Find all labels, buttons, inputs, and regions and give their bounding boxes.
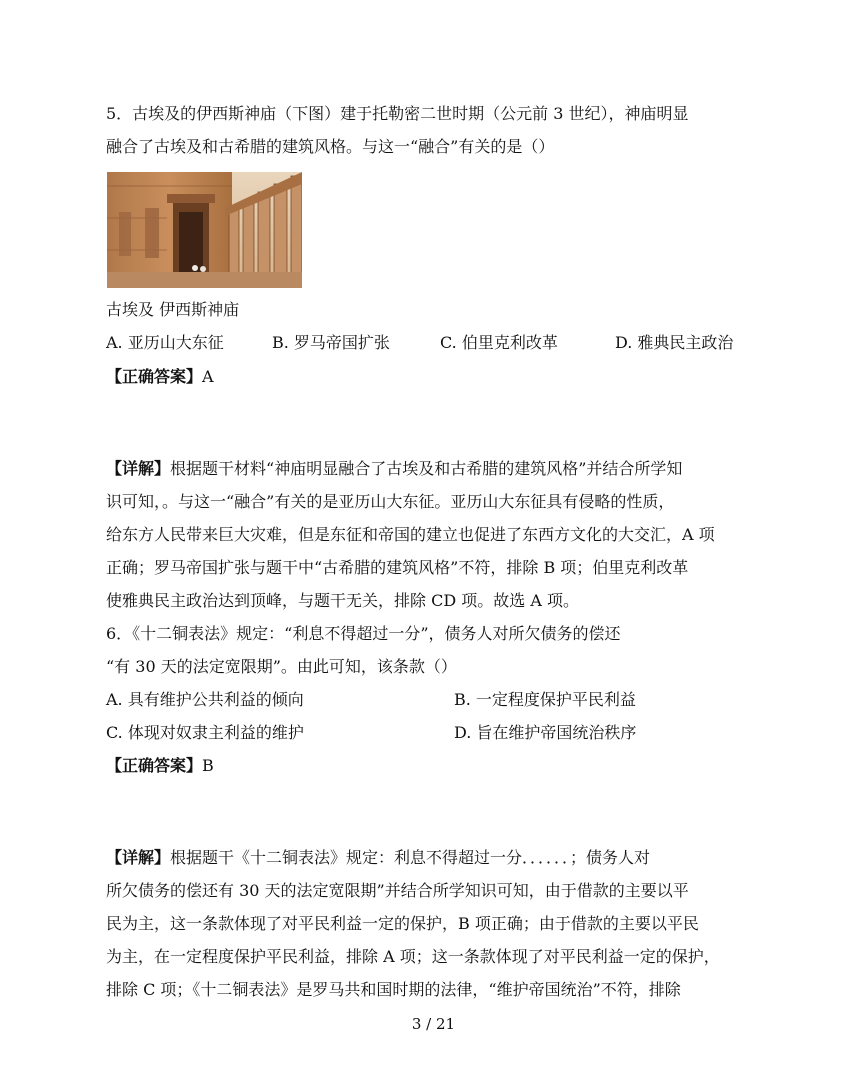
q6-explain-line5: 排除 C 项；《十二铜表法》是罗马共和国时期的法律，“维护帝国统治”不符，排除	[106, 980, 681, 999]
temple-photo	[107, 172, 302, 288]
q6-option-a: A. 具有维护公共利益的倾向	[106, 690, 304, 709]
q5-option-c: C. 伯里克利改革	[440, 333, 558, 352]
answer-value: A	[202, 367, 214, 386]
q5-explain-line4: 正确；罗马帝国扩张与题干中“古希腊的建筑风格”不符，排除 B 项；伯里克利改革	[106, 558, 689, 577]
q6-explain-line1	[106, 847, 650, 869]
q6-explain-line2: 所欠债务的偿还有 30 天的法定宽限期”并结合所学知识可知，由于借款的主要以平	[106, 881, 689, 900]
q6-stem-line2: “有 30 天的法定宽限期”。由此可知，该条款（）	[106, 657, 457, 676]
explain-label: 【详解】	[106, 459, 171, 478]
q5-explain-line2: 识可知，。与这一“融合”有关的是亚历山大东征。亚历山大东征具有侵略的性质，	[106, 492, 675, 511]
q5-option-b: B. 罗马帝国扩张	[272, 333, 390, 352]
q5-explain-line3: 给东方人民带来巨大灾难，但是东征和帝国的建立也促进了东西方文化的大交汇，A 项	[106, 525, 715, 544]
explain-label: 【详解】	[106, 848, 171, 867]
answer-label: 【正确答案】	[106, 367, 203, 386]
q5-explain-line5: 使雅典民主政治达到顶峰，与题干无关，排除 CD 项。故选 A 项。	[106, 591, 579, 610]
q5-option-d: D. 雅典民主政治	[615, 333, 734, 352]
q6-option-d: D. 旨在维护帝国统治秩序	[454, 723, 637, 742]
q6-answer	[106, 755, 214, 777]
explain-text: 根据题干材料“神庙明显融合了古埃及和古希腊的建筑风格”并结合所学知	[170, 459, 683, 478]
q5-answer	[106, 366, 214, 388]
answer-value: B	[202, 756, 214, 775]
q5-image-caption: 古埃及 伊西斯神庙	[106, 300, 240, 319]
q5-option-a: A. 亚历山大东征	[106, 333, 224, 352]
q5-stem-line2: 融合了古埃及和古希腊的建筑风格。与这一“融合”有关的是（）	[106, 137, 555, 156]
q6-option-c: C. 体现对奴隶主利益的维护	[106, 723, 304, 742]
q5-explain-line1	[106, 458, 682, 480]
page-number: 3 / 21	[411, 1015, 456, 1033]
q5-stem-line1: 5．古埃及的伊西斯神庙（下图）建于托勒密二世时期（公元前 3 世纪），神庙明显	[106, 104, 689, 123]
q6-option-b: B. 一定程度保护平民利益	[454, 690, 636, 709]
q6-explain-line4: 为主，在一定程度保护平民利益，排除 A 项；这一条款体现了对平民利益一定的保护，	[106, 947, 720, 966]
q6-explain-line3: 民为主，这一条款体现了对平民利益一定的保护，B 项正确；由于借款的主要以平民	[106, 914, 699, 933]
explain-text: 根据题干《十二铜表法》规定：利息不得超过一分．．．．．．；债务人对	[170, 848, 651, 867]
q6-stem-line1: 6．《十二铜表法》规定：“利息不得超过一分”，债务人对所欠债务的偿还	[106, 624, 621, 643]
answer-label: 【正确答案】	[106, 756, 203, 775]
